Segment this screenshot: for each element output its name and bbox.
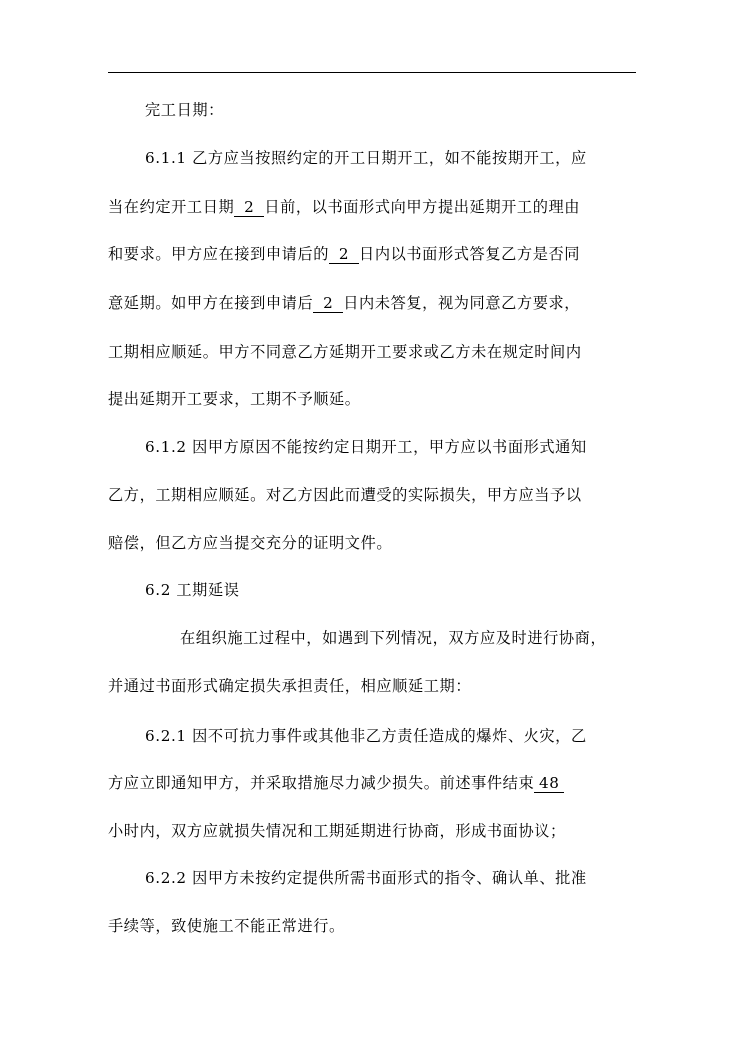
header-rule — [108, 72, 636, 73]
text-segment: 当在约定开工日期 — [108, 198, 235, 216]
paragraph-6-1-1-line-5: 工期相应顺延。甲方不同意乙方延期开工要求或乙方未在规定时间内 — [108, 343, 582, 361]
paragraph-6-2-1-line-3: 小时内，双方应就损失情况和工期延期进行协商，形成书面协议； — [108, 822, 566, 840]
text-segment: 日内以书面形式答复乙方是否同 — [359, 245, 581, 263]
paragraph-6-1-1-line-1: 6.1.1 乙方应当按照约定的开工日期开工，如不能按期开工，应 — [145, 149, 587, 167]
paragraph-6-2-1-line-1: 6.2.1 因不可抗力事件或其他非乙方责任造成的爆炸、火灾，乙 — [145, 727, 587, 745]
section-6-2-intro-line-1: 在组织施工过程中，如遇到下列情况，双方应及时进行协商， — [180, 629, 607, 647]
section-6-2-intro-line-2: 并通过书面形式确定损失承担责任，相应顺延工期： — [108, 677, 472, 695]
paragraph-6-1-2-line-3: 赔偿，但乙方应当提交充分的证明文件。 — [108, 534, 393, 552]
fill-in-blank-hours: 48 — [534, 774, 564, 793]
section-title-6-2: 6.2 工期延误 — [145, 581, 240, 599]
paragraph-6-2-2-line-1: 6.2.2 因甲方未按约定提供所需书面形式的指令、确认单、批准 — [145, 869, 587, 887]
paragraph-6-1-2-line-1: 6.1.2 因甲方原因不能按约定日期开工，甲方应以书面形式通知 — [145, 438, 587, 456]
paragraph-6-1-1-line-2 — [108, 197, 580, 217]
paragraph-6-1-1-line-3 — [108, 244, 580, 264]
text-segment: 方应立即通知甲方，并采取措施尽力减少损失。前述事件结束 — [108, 774, 535, 792]
paragraph-6-2-2-line-2: 手续等，致使施工不能正常进行。 — [108, 917, 345, 935]
fill-in-blank-days: 2 — [313, 294, 343, 313]
paragraph-6-1-2-line-2: 乙方，工期相应顺延。对乙方因此而遭受的实际损失，甲方应当予以 — [108, 486, 582, 504]
fill-in-blank-days: 2 — [234, 198, 264, 217]
paragraph-6-1-1-line-6: 提出延期开工要求，工期不予顺延。 — [108, 390, 361, 408]
paragraph-6-1-1-line-4 — [108, 293, 580, 313]
fill-in-blank-days: 2 — [329, 245, 359, 264]
text-segment: 日内未答复，视为同意乙方要求， — [343, 294, 581, 312]
heading-completion-date: 完工日期： — [145, 101, 224, 119]
paragraph-6-2-1-line-2 — [108, 773, 564, 793]
text-segment: 和要求。甲方应在接到申请后的 — [108, 245, 330, 263]
text-segment: 意延期。如甲方在接到申请后 — [108, 294, 314, 312]
text-segment: 日前，以书面形式向甲方提出延期开工的理由 — [264, 198, 581, 216]
